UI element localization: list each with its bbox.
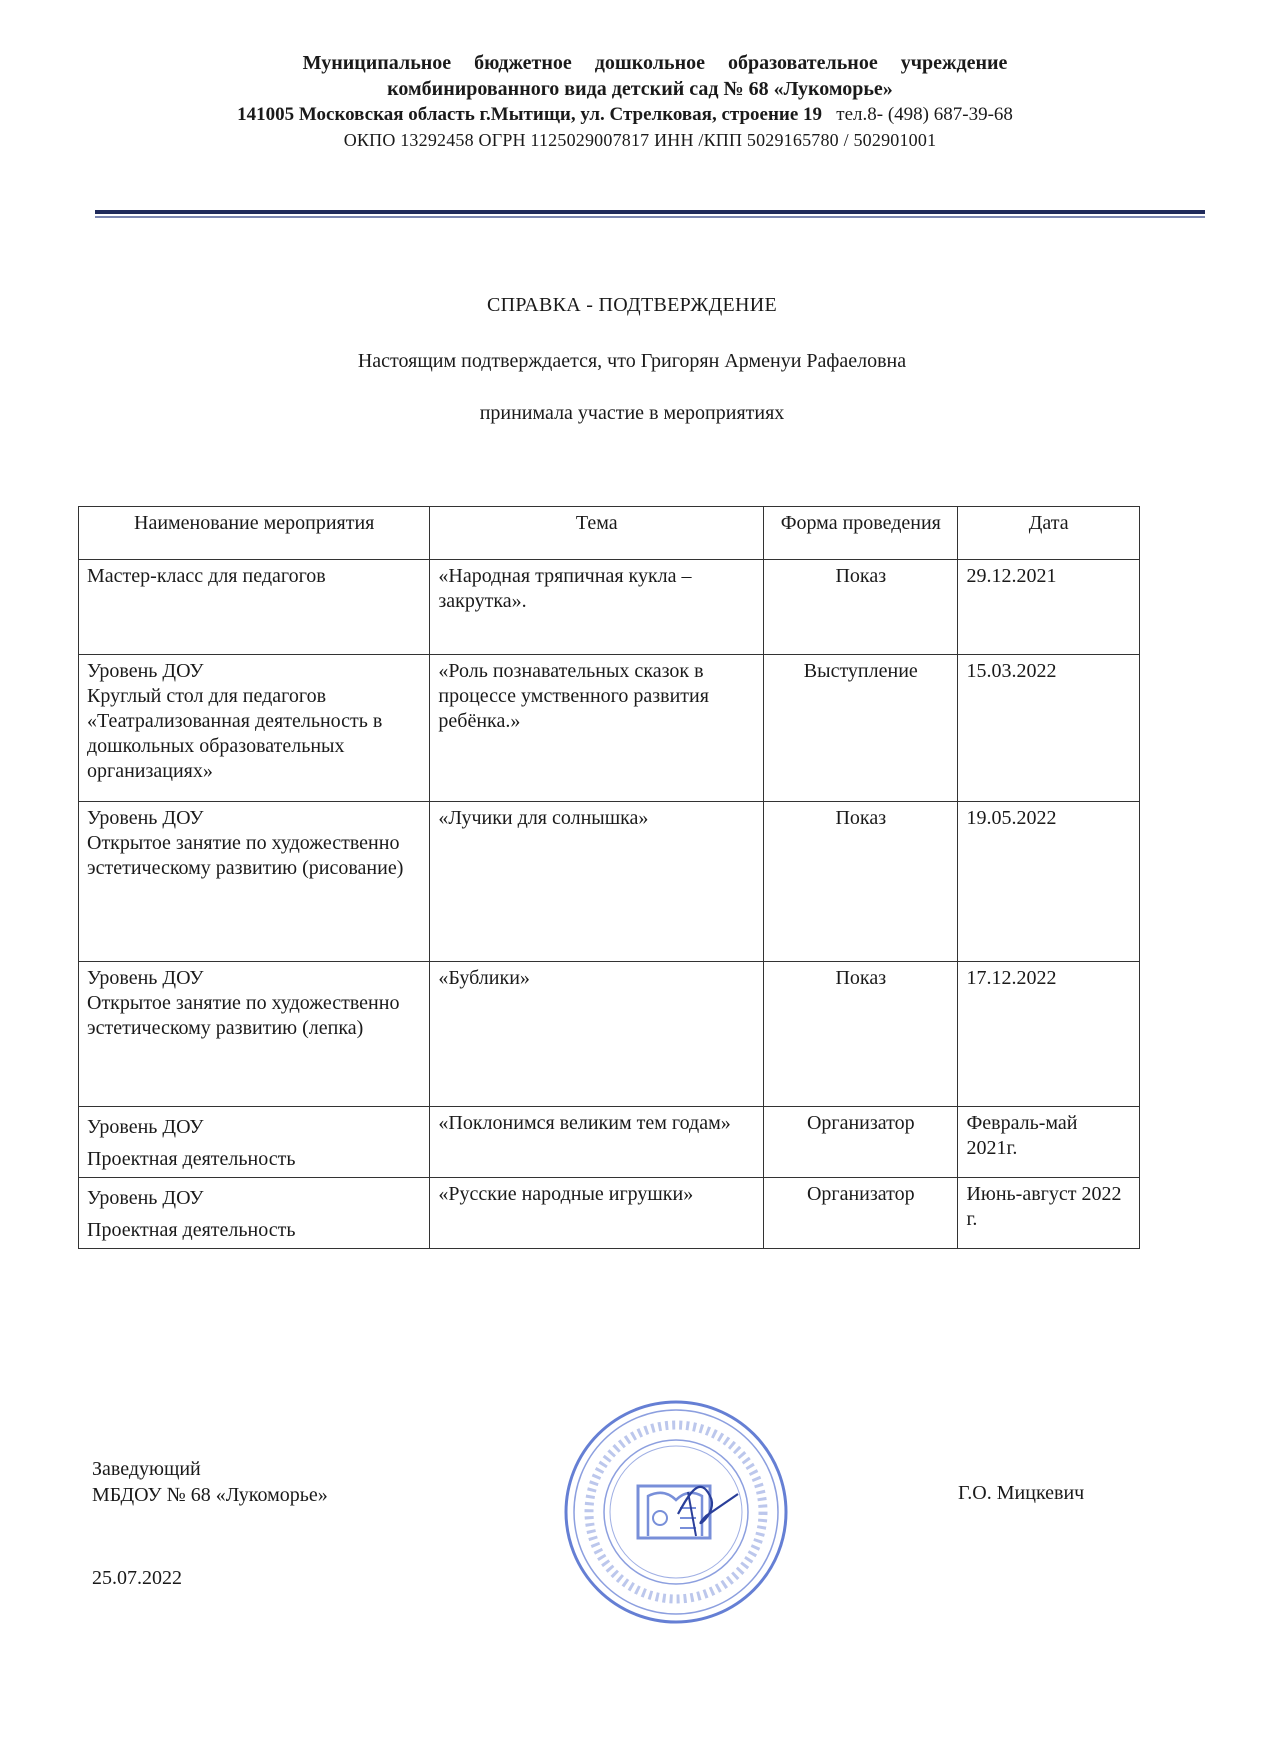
cell-date: 19.05.2022	[958, 802, 1140, 962]
cell-name: Уровень ДОУ Открытое занятие по художественно эстетическому развитию (рисование)	[79, 802, 430, 962]
header-divider-thin	[95, 216, 1205, 218]
document-date: 25.07.2022	[92, 1567, 182, 1589]
document-title: СПРАВКА - ПОДТВЕРЖДЕНИЕ	[486, 294, 778, 316]
cell-form: Показ	[764, 802, 958, 962]
cell-date: 17.12.2022	[958, 962, 1140, 1107]
cell-date: Июнь-август 2022 г.	[958, 1178, 1140, 1249]
org-name-line1: Муниципальное бюджетное дошкольное образовательное учреждение	[302, 52, 1008, 74]
intro-line-2: принимала участие в мероприятиях	[479, 402, 785, 424]
cell-topic: «Лучики для солнышка»	[430, 802, 764, 962]
cell-name: Уровень ДОУ Проектная деятельность	[79, 1178, 430, 1249]
org-address-line	[60, 104, 1190, 126]
cell-form: Организатор	[764, 1178, 958, 1249]
table-row	[79, 802, 1140, 962]
cell-form: Показ	[764, 560, 958, 655]
cell-form: Выступление	[764, 655, 958, 802]
cell-topic: «Поклонимся великим тем годам»	[430, 1107, 764, 1178]
table-header-row	[79, 507, 1140, 560]
cell-date: 15.03.2022	[958, 655, 1140, 802]
intro-line-1: Настоящим подтверждается, что Григорян Арменуи Рафаеловна	[357, 350, 907, 372]
signer-position: Заведующий	[92, 1458, 201, 1480]
cell-name: Уровень ДОУ Открытое занятие по художественно эстетическому развитию (лепка)	[79, 962, 430, 1107]
org-address: 141005 Московская область г.Мытищи, ул. Стрелковая, строение 19	[237, 104, 823, 125]
table-row	[79, 655, 1140, 802]
table-row	[79, 1178, 1140, 1249]
column-header-topic: Тема	[430, 507, 764, 560]
cell-topic: «Роль познавательных сказок в процессе умственного развития ребёнка.»	[430, 655, 764, 802]
seal-stamp-icon	[560, 1396, 792, 1628]
org-phone: тел.8- (498) 687-39-68	[836, 104, 1013, 125]
signature-block	[92, 1456, 328, 1508]
org-name-line2: комбинированного вида детский сад № 68 «Лукоморье»	[387, 78, 893, 100]
signer-organization: МБДОУ № 68 «Лукоморье»	[92, 1484, 328, 1506]
signer-name: Г.О. Мицкевич	[958, 1482, 1085, 1504]
org-codes: ОКПО 13292458 ОГРН 1125029007817 ИНН /КПП 5029165780 / 502901001	[343, 130, 937, 150]
cell-topic: «Бублики»	[430, 962, 764, 1107]
table-row	[79, 1107, 1140, 1178]
cell-name: Уровень ДОУ Круглый стол для педагогов «Театрализованная деятельность в дошкольных образовательных организациях»	[79, 655, 430, 802]
cell-form: Показ	[764, 962, 958, 1107]
column-header-name: Наименование мероприятия	[79, 507, 430, 560]
cell-date: 29.12.2021	[958, 560, 1140, 655]
letterhead	[90, 52, 1190, 151]
events-table	[78, 506, 1140, 1249]
cell-topic: «Русские народные игрушки»	[430, 1178, 764, 1249]
cell-topic: «Народная тряпичная кукла – закрутка».	[430, 560, 764, 655]
cell-form: Организатор	[764, 1107, 958, 1178]
header-divider	[95, 210, 1205, 214]
cell-name: Уровень ДОУ Проектная деятельность	[79, 1107, 430, 1178]
cell-name: Мастер-класс для педагогов	[79, 560, 430, 655]
column-header-date: Дата	[958, 507, 1140, 560]
table-row	[79, 560, 1140, 655]
column-header-form: Форма проведения	[764, 507, 958, 560]
table-row	[79, 962, 1140, 1107]
cell-date: Февраль-май 2021г.	[958, 1107, 1140, 1178]
